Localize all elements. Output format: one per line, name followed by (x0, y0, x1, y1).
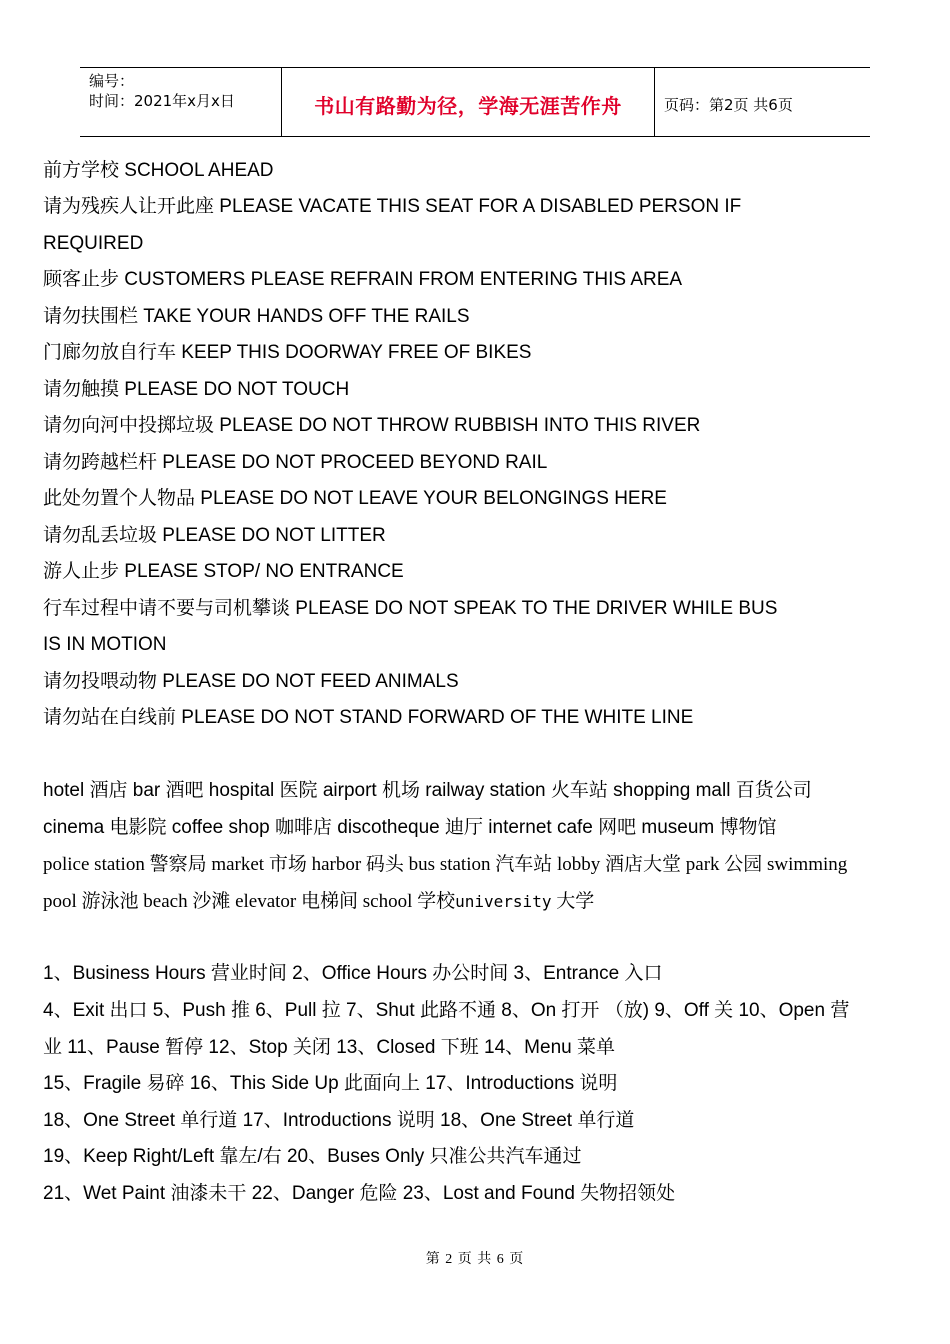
page-number-label: 页码：第2页 共6页 (664, 96, 793, 114)
sign-line: 请勿向河中投掷垃圾 PLEASE DO NOT THROW RUBBISH INTO THIS RIVER (43, 415, 701, 436)
sign-line: 行车过程中请不要与司机攀谈 PLEASE DO NOT SPEAK TO THE DRIVER WHILE BUS (43, 598, 778, 619)
places-text: pool 游泳池 beach 沙滩 elevator 电梯间 school 学校 (43, 891, 456, 912)
sign-line: 顾客止步 CUSTOMERS PLEASE REFRAIN FROM ENTERING THIS AREA (43, 269, 683, 290)
sign-line: 请勿扶围栏 TAKE YOUR HANDS OFF THE RAILS (43, 306, 470, 327)
document-header-table (80, 67, 870, 137)
sign-line: 请勿投喂动物 PLEASE DO NOT FEED ANIMALS (43, 671, 459, 692)
header-motto-cell (282, 68, 655, 136)
header-meta-cell (80, 68, 282, 136)
sign-line: 请勿乱丢垃圾 PLEASE DO NOT LITTER (43, 525, 386, 546)
sign-line: 游人止步 PLEASE STOP/ NO ENTRANCE (43, 561, 404, 582)
header-page-cell (655, 68, 870, 136)
sign-line: REQUIRED (43, 233, 144, 254)
sign-line: 此处勿置个人物品 PLEASE DO NOT LEAVE YOUR BELONGINGS HERE (43, 488, 667, 509)
serial-number-label: 编号： (89, 72, 135, 90)
sign-line: 前方学校 SCHOOL AHEAD (43, 160, 274, 181)
term-line: 4、Exit 出口 5、Push 推 6、Pull 拉 7、Shut 此路不通 8、On 打开 （放) 9、Off 关 10、Open 营 (43, 1000, 850, 1021)
sign-line: 请勿跨越栏杆 PLEASE DO NOT PROCEED BEYOND RAIL (43, 452, 548, 473)
places-line: cinema 电影院 coffee shop 咖啡店 discotheque 迪厅 internet cafe 网吧 museum 博物馆 (43, 817, 777, 838)
term-line: 15、Fragile 易碎 16、This Side Up 此面向上 17、Introductions 说明 (43, 1073, 618, 1094)
sign-line: IS IN MOTION (43, 634, 167, 655)
sign-line: 门廊勿放自行车 KEEP THIS DOORWAY FREE OF BIKES (43, 342, 532, 363)
term-line: 1、Business Hours 营业时间 2、Office Hours 办公时间 3、Entrance 入口 (43, 963, 663, 984)
term-line: 19、Keep Right/Left 靠左/右 20、Buses Only 只准公共汽车通过 (43, 1146, 582, 1167)
term-line: 21、Wet Paint 油漆未干 22、Danger 危险 23、Lost and Found 失物招领处 (43, 1183, 676, 1204)
date-label: 时间：2021年x月x日 (89, 92, 235, 110)
page-footer: 第 2 页 共 6 页 (425, 1252, 525, 1267)
term-line: 业 11、Pause 暂停 12、Stop 关闭 13、Closed 下班 14、Menu 菜单 (43, 1037, 615, 1058)
sign-line: 请为残疾人让开此座 PLEASE VACATE THIS SEAT FOR A DISABLED PERSON IF (43, 196, 742, 217)
places-text-mono: university (455, 892, 552, 911)
term-line: 18、One Street 单行道 17、Introductions 说明 18、One Street 单行道 (43, 1110, 635, 1131)
places-line: hotel 酒店 bar 酒吧 hospital 医院 airport 机场 railway station 火车站 shopping mall 百货公司 (43, 780, 812, 801)
places-text: 大学 (551, 891, 595, 912)
motto-text: 书山有路勤为径，学海无涯苦作舟 (314, 94, 622, 118)
sign-line: 请勿触摸 PLEASE DO NOT TOUCH (43, 379, 350, 400)
sign-line: 请勿站在白线前 PLEASE DO NOT STAND FORWARD OF THE WHITE LINE (43, 707, 694, 728)
places-line (43, 890, 594, 914)
places-line: police station 警察局 market 市场 harbor 码头 bus station 汽车站 lobby 酒店大堂 park 公园 swimming (43, 854, 848, 875)
